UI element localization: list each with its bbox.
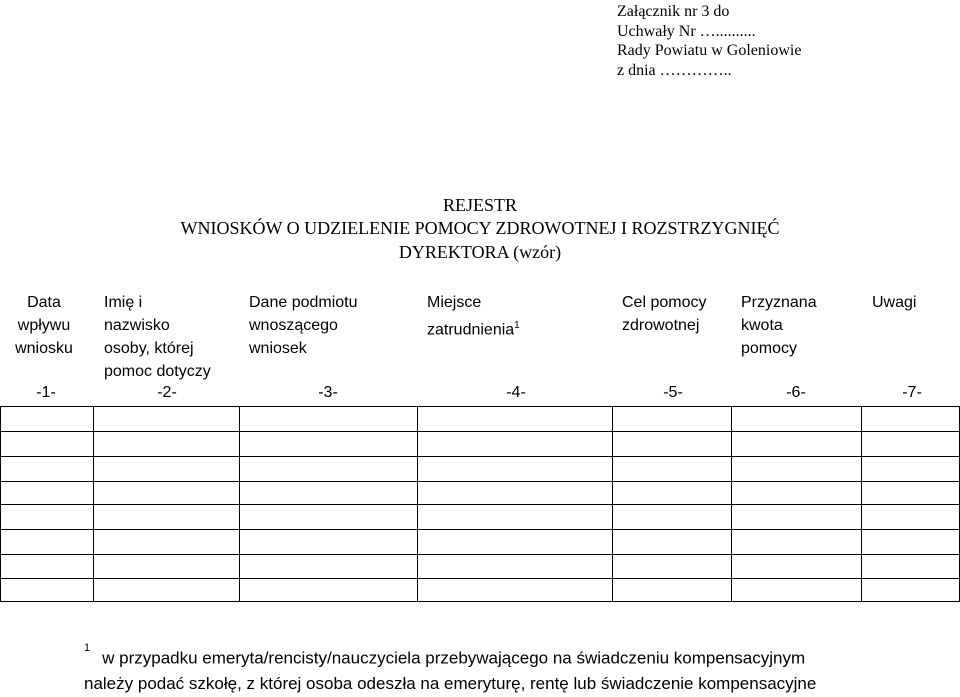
table-rule — [0, 481, 960, 482]
table-rule — [0, 431, 960, 432]
table-column-rule — [93, 406, 94, 602]
attachment-line-2: Uchwały Nr ….......... — [617, 22, 756, 40]
title-line-2: WNIOSKÓW O UDZIELENIE POMOCY ZDROWOTNEJ I ROZSTRZYGNIĘĆ — [180, 218, 780, 238]
table-rule — [0, 456, 960, 457]
column-number: -2- — [157, 384, 177, 401]
column-number: -5- — [663, 384, 683, 401]
table-column-rule — [239, 406, 240, 602]
footnote — [84, 642, 806, 669]
attachment-line-3: Rady Powiatu w Goleniowie — [617, 42, 802, 59]
title-line-3: DYREKTORA (wzór) — [398, 242, 562, 262]
table-column-rule — [417, 406, 418, 602]
table-rule — [0, 406, 960, 407]
table-column-rule — [612, 406, 613, 602]
header-workplace: Miejsce zatrudnienia$^1$ — [427, 294, 520, 339]
header-amount: Przyznana kwota pomocy — [741, 294, 817, 357]
column-number: -4- — [506, 384, 526, 401]
column-number: -1- — [36, 384, 56, 401]
attachment-note — [617, 2, 801, 80]
table-rule — [0, 554, 960, 555]
table-column-rule — [731, 406, 732, 602]
footnote-marker: 1 — [84, 642, 91, 654]
attachment-line-1: Załącznik nr 3 do — [617, 3, 730, 20]
table-column-rule — [861, 406, 862, 602]
table-rule — [0, 504, 960, 505]
footnote-line-1: w przypadku emeryta/rencisty/nauczyciela przebywającego na świadczeniu kompensacyjnym — [102, 648, 806, 668]
header-purpose: Cel pomocy zdrowotnej — [622, 294, 707, 334]
column-number: -7- — [902, 384, 922, 401]
column-number: -6- — [786, 384, 806, 401]
footnote-line-2: należy podać szkołę, z której osoba odeszła na emeryturę, rentę lub świadczenie kompensacyjne — [84, 674, 817, 693]
table-rule — [0, 529, 960, 530]
attachment-line-4: z dnia ………….. — [617, 61, 732, 79]
header-name: Imię i nazwisko osoby, której pomoc dotyczy — [104, 294, 211, 380]
table-column-rule — [0, 406, 1, 602]
title-line-1: REJESTR — [442, 195, 517, 215]
table-rule — [0, 601, 960, 602]
table-rule — [0, 578, 960, 579]
footnote-ref: 1 — [514, 320, 520, 331]
column-number: -3- — [318, 384, 338, 401]
header-notes: Uwagi — [872, 294, 917, 311]
header-date: Data wpływu wniosku — [15, 294, 73, 357]
header-entity: Dane podmiotu wnoszącego wniosek — [249, 294, 358, 357]
